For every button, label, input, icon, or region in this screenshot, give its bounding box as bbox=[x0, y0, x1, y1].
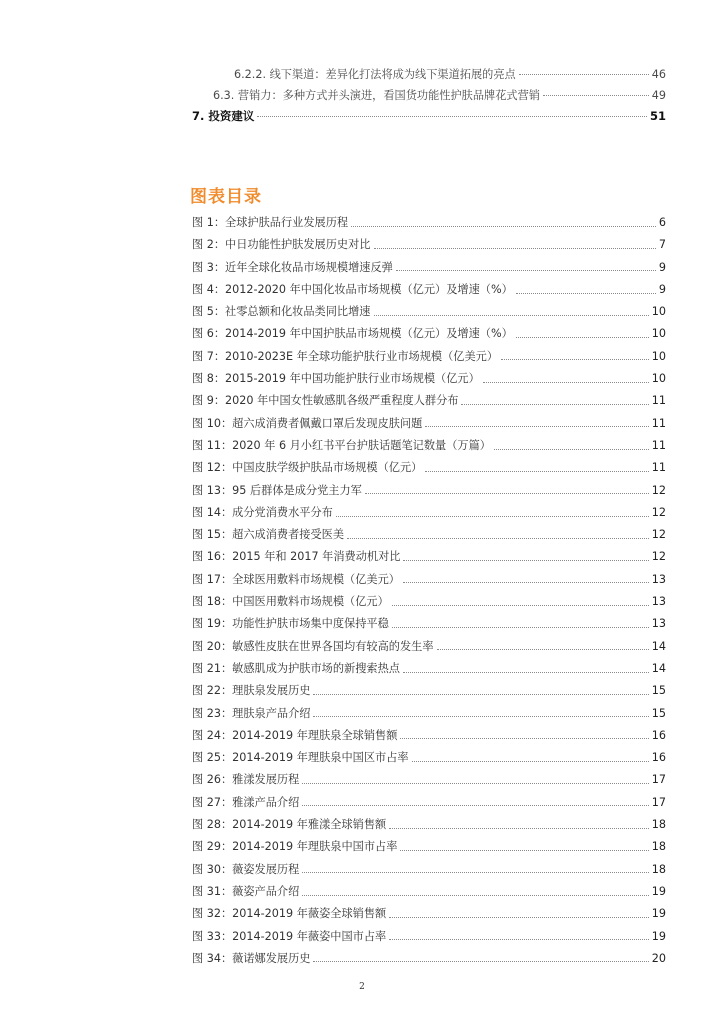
figure-entry-page: 9 bbox=[658, 260, 666, 274]
leader-dots bbox=[313, 694, 648, 695]
leader-dots bbox=[302, 783, 648, 784]
figure-entry-label: 图 11：2020 年 6 月小红书平台护肤话题笔记数量（万篇） bbox=[192, 438, 491, 452]
toc-entry-page: 49 bbox=[651, 89, 666, 102]
leader-dots bbox=[501, 359, 649, 360]
figure-entry-label: 图 14：成分党消费水平分布 bbox=[192, 505, 333, 519]
figure-entry[interactable] bbox=[192, 502, 666, 524]
toc-entry-label: 6.2.2. 线下渠道：差异化打法将成为线下渠道拓展的亮点 bbox=[234, 68, 516, 81]
figure-entry[interactable] bbox=[192, 747, 666, 769]
leader-dots bbox=[389, 828, 649, 829]
figure-entry-label: 图 9：2020 年中国女性敏感肌各级严重程度人群分布 bbox=[192, 394, 459, 408]
leader-dots bbox=[516, 337, 649, 338]
leader-dots bbox=[494, 449, 649, 450]
figure-entry-label: 图 3：近年全球化妆品市场规模增速反弹 bbox=[192, 260, 393, 274]
figure-entry-page: 19 bbox=[651, 907, 666, 921]
figure-entry-page: 16 bbox=[651, 751, 666, 765]
figure-entry-label: 图 4：2012-2020 年中国化妆品市场规模（亿元）及增速（%） bbox=[192, 282, 513, 296]
figure-entry-label: 图 19：功能性护肤市场集中度保持平稳 bbox=[192, 617, 389, 631]
leader-dots bbox=[403, 582, 649, 583]
leader-dots bbox=[543, 95, 649, 96]
figure-entry[interactable] bbox=[192, 546, 666, 568]
toc-entry[interactable] bbox=[234, 66, 666, 86]
figure-entry[interactable] bbox=[192, 234, 666, 256]
figure-entry-page: 11 bbox=[651, 438, 666, 452]
toc-entry-page: 46 bbox=[651, 68, 666, 81]
toc-entry-label: 6.3. 营销力：多种方式并头演进，看国货功能性护肤品牌花式营销 bbox=[213, 89, 540, 102]
figure-entry-page: 17 bbox=[651, 795, 666, 809]
figure-entry-label: 图 31：薇姿产品介绍 bbox=[192, 884, 300, 898]
page-number: 2 bbox=[359, 982, 365, 992]
figure-entry-page: 7 bbox=[658, 238, 666, 252]
figure-entry-page: 12 bbox=[651, 505, 666, 519]
leader-dots bbox=[313, 716, 648, 717]
figure-entry[interactable] bbox=[192, 323, 666, 345]
figure-entry-page: 13 bbox=[651, 617, 666, 631]
figure-entry-page: 20 bbox=[651, 951, 666, 965]
figure-entry-page: 10 bbox=[651, 305, 666, 319]
figure-entry-label: 图 10：超六成消费者佩戴口罩后发现皮肤问题 bbox=[192, 416, 423, 430]
figure-entry-label: 图 25：2014-2019 年理肤泉中国区市占率 bbox=[192, 751, 409, 765]
figure-entry[interactable] bbox=[192, 680, 666, 702]
leader-dots bbox=[257, 116, 647, 117]
figure-entry-page: 12 bbox=[651, 528, 666, 542]
leader-dots bbox=[389, 917, 649, 918]
figure-entry[interactable] bbox=[192, 279, 666, 301]
leader-dots bbox=[425, 426, 648, 427]
figure-entry-page: 17 bbox=[651, 773, 666, 787]
figure-entry-label: 图 6：2014-2019 年中国护肤品市场规模（亿元）及增速（%） bbox=[192, 327, 513, 341]
leader-dots bbox=[336, 516, 649, 517]
figure-entry[interactable] bbox=[192, 792, 666, 814]
figure-entry-page: 16 bbox=[651, 728, 666, 742]
leader-dots bbox=[516, 293, 656, 294]
figure-entry-page: 18 bbox=[651, 818, 666, 832]
figure-entry-page: 11 bbox=[651, 416, 666, 430]
leader-dots bbox=[392, 605, 649, 606]
leader-dots bbox=[302, 872, 648, 873]
toc-entry-page: 51 bbox=[649, 109, 666, 123]
figure-entry-label: 图 30：薇姿发展历程 bbox=[192, 862, 300, 876]
figure-entry[interactable] bbox=[192, 368, 666, 390]
figure-entry[interactable] bbox=[192, 435, 666, 457]
figure-entry-label: 图 23：理肤泉产品介绍 bbox=[192, 706, 311, 720]
figure-entry-label: 图 2：中日功能性护肤发展历史对比 bbox=[192, 238, 371, 252]
figure-entry[interactable] bbox=[192, 591, 666, 613]
figure-entry[interactable] bbox=[192, 569, 666, 591]
figure-entry-label: 图 20：敏感性皮肤在世界各国均有较高的发生率 bbox=[192, 639, 434, 653]
figure-entry-page: 12 bbox=[651, 483, 666, 497]
figure-entry-label: 图 26：雅漾发展历程 bbox=[192, 773, 300, 787]
figure-entry[interactable] bbox=[192, 212, 666, 234]
figure-list bbox=[192, 212, 666, 970]
leader-dots bbox=[313, 961, 648, 962]
toc-entry-label: 7. 投资建议 bbox=[192, 109, 255, 123]
figure-entry[interactable] bbox=[192, 948, 666, 970]
figure-entry[interactable] bbox=[192, 836, 666, 858]
figure-entry-label: 图 13：95 后群体是成分党主力军 bbox=[192, 483, 362, 497]
figure-entry-label: 图 28：2014-2019 年雅漾全球销售额 bbox=[192, 818, 387, 832]
figure-entry-page: 12 bbox=[651, 550, 666, 564]
figure-entry-label: 图 12：中国皮肤学级护肤品市场规模（亿元） bbox=[192, 461, 423, 475]
leader-dots bbox=[519, 74, 649, 75]
figure-entry[interactable] bbox=[192, 390, 666, 412]
figure-entry[interactable] bbox=[192, 814, 666, 836]
figure-entry-page: 10 bbox=[651, 349, 666, 363]
figure-entry[interactable] bbox=[192, 457, 666, 479]
figure-entry-page: 18 bbox=[651, 840, 666, 854]
leader-dots bbox=[412, 761, 649, 762]
figure-entry-label: 图 34：薇诺娜发展历史 bbox=[192, 951, 311, 965]
figure-entry-label: 图 32：2014-2019 年薇姿全球销售额 bbox=[192, 907, 387, 921]
toc-entry[interactable] bbox=[192, 108, 666, 128]
figure-entry-label: 图 5：社零总额和化妆品类同比增速 bbox=[192, 305, 371, 319]
figure-entry-label: 图 8：2015-2019 年中国功能护肤行业市场规模（亿元） bbox=[192, 372, 480, 386]
figure-entry-label: 图 27：雅漾产品介绍 bbox=[192, 795, 300, 809]
figure-entry-label: 图 18：中国医用敷料市场规模（亿元） bbox=[192, 595, 389, 609]
figure-entry-page: 11 bbox=[651, 394, 666, 408]
figure-entry[interactable] bbox=[192, 769, 666, 791]
leader-dots bbox=[302, 805, 648, 806]
leader-dots bbox=[437, 649, 649, 650]
leader-dots bbox=[403, 560, 648, 561]
figure-entry[interactable] bbox=[192, 903, 666, 925]
figure-entry-label: 图 1：全球护肤品行业发展历程 bbox=[192, 216, 349, 229]
figure-entry-label: 图 33：2014-2019 年薇姿中国市占率 bbox=[192, 929, 387, 943]
figure-entry-label: 图 21：敏感肌成为护肤市场的新搜索热点 bbox=[192, 661, 400, 675]
figure-entry-label: 图 16：2015 年和 2017 年消费动机对比 bbox=[192, 550, 401, 564]
leader-dots bbox=[461, 404, 648, 405]
figure-entry-page: 14 bbox=[651, 661, 666, 675]
figure-entry-page: 10 bbox=[651, 372, 666, 386]
figure-entry-label: 图 7：2010-2023E 年全球功能护肤行业市场规模（亿美元） bbox=[192, 349, 499, 363]
leader-dots bbox=[374, 248, 656, 249]
figure-entry-label: 图 24：2014-2019 年理肤泉全球销售额 bbox=[192, 728, 398, 742]
figure-entry-page: 13 bbox=[651, 595, 666, 609]
figure-entry[interactable] bbox=[192, 658, 666, 680]
toc-entry[interactable] bbox=[213, 87, 666, 107]
figure-entry[interactable] bbox=[192, 636, 666, 658]
figure-entry[interactable] bbox=[192, 413, 666, 435]
leader-dots bbox=[365, 493, 649, 494]
leader-dots bbox=[374, 315, 649, 316]
leader-dots bbox=[392, 627, 649, 628]
leader-dots bbox=[396, 270, 656, 271]
figure-entry-page: 14 bbox=[651, 639, 666, 653]
figure-entry-page: 15 bbox=[651, 684, 666, 698]
figure-entry[interactable] bbox=[192, 926, 666, 948]
figure-entry-page: 19 bbox=[651, 884, 666, 898]
figure-entry[interactable] bbox=[192, 613, 666, 635]
figure-entry-page: 10 bbox=[651, 327, 666, 341]
figure-entry-page: 19 bbox=[651, 929, 666, 943]
figure-entry-label: 图 17：全球医用敷料市场规模（亿美元） bbox=[192, 572, 400, 586]
leader-dots bbox=[400, 850, 648, 851]
leader-dots bbox=[302, 895, 648, 896]
figure-entry[interactable] bbox=[192, 480, 666, 502]
leader-dots bbox=[425, 471, 648, 472]
figure-entry-page: 15 bbox=[651, 706, 666, 720]
figure-entry[interactable] bbox=[192, 725, 666, 747]
leader-dots bbox=[400, 738, 648, 739]
figure-entry[interactable] bbox=[192, 703, 666, 725]
figure-entry-label: 图 15：超六成消费者接受医美 bbox=[192, 528, 345, 542]
figure-entry[interactable] bbox=[192, 346, 666, 368]
leader-dots bbox=[403, 672, 649, 673]
figure-entry[interactable] bbox=[192, 881, 666, 903]
figure-entry[interactable] bbox=[192, 301, 666, 323]
figure-entry-label: 图 22：理肤泉发展历史 bbox=[192, 684, 311, 698]
leader-dots bbox=[347, 538, 649, 539]
leader-dots bbox=[483, 382, 649, 383]
figure-entry-page: 13 bbox=[651, 572, 666, 586]
figure-entry-label: 图 29：2014-2019 年理肤泉中国市占率 bbox=[192, 840, 398, 854]
leader-dots bbox=[389, 939, 649, 940]
figure-entry-page: 18 bbox=[651, 862, 666, 876]
figure-entry[interactable] bbox=[192, 257, 666, 279]
figure-entry-page: 6 bbox=[658, 216, 666, 229]
figure-entry-page: 9 bbox=[658, 282, 666, 296]
figure-entry[interactable] bbox=[192, 859, 666, 881]
figures-section-title: 图表目录 bbox=[190, 187, 262, 207]
figure-entry[interactable] bbox=[192, 524, 666, 546]
figure-entry-page: 11 bbox=[651, 461, 666, 475]
leader-dots bbox=[351, 226, 656, 227]
